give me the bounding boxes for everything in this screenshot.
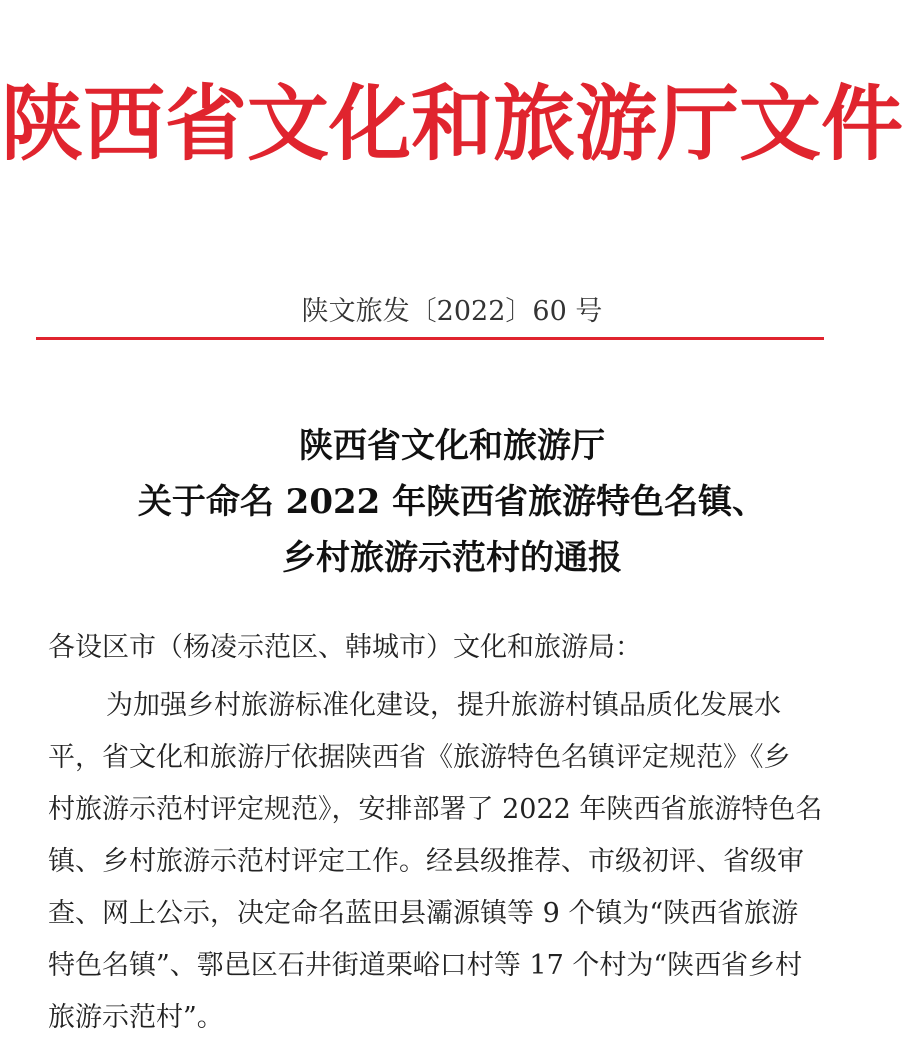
notice-title-line-1: 陕西省文化和旅游厅 <box>299 426 605 466</box>
red-divider-line <box>36 337 824 340</box>
notice-title <box>0 418 904 586</box>
body-line-5: 查、网上公示，决定命名蓝田县灞源镇等 9 个镇为“陕西省旅游 <box>48 898 799 929</box>
body-line-1: 为加强乡村旅游标准化建设，提升旅游村镇品质化发展水 <box>106 690 781 721</box>
body-line-3: 村旅游示范村评定规范》，安排部署了 2022 年陕西省旅游特色名 <box>48 794 823 825</box>
body-line-7: 旅游示范村”。 <box>48 1002 224 1033</box>
notice-title-line-3: 乡村旅游示范村的通报 <box>282 538 622 578</box>
body-line-2: 平，省文化和旅游厅依据陕西省《旅游特色名镇评定规范》《乡 <box>48 742 791 773</box>
body-line-4: 镇、乡村旅游示范村评定工作。经县级推荐、市级初评、省级审 <box>48 846 804 877</box>
notice-title-line-2: 关于命名 2022 年陕西省旅游特色名镇、 <box>137 482 767 522</box>
body-line-6: 特色名镇”、鄠邑区石井街道栗峪口村等 17 个村为“陕西省乡村 <box>48 950 803 981</box>
salutation: 各设区市（杨凌示范区、韩城市）文化和旅游局： <box>48 632 642 663</box>
body-text <box>48 680 823 1044</box>
document-number: 陕文旅发〔2022〕60 号 <box>301 296 603 327</box>
letterhead-title: 陕西省文化和旅游厅文件 <box>0 77 903 172</box>
